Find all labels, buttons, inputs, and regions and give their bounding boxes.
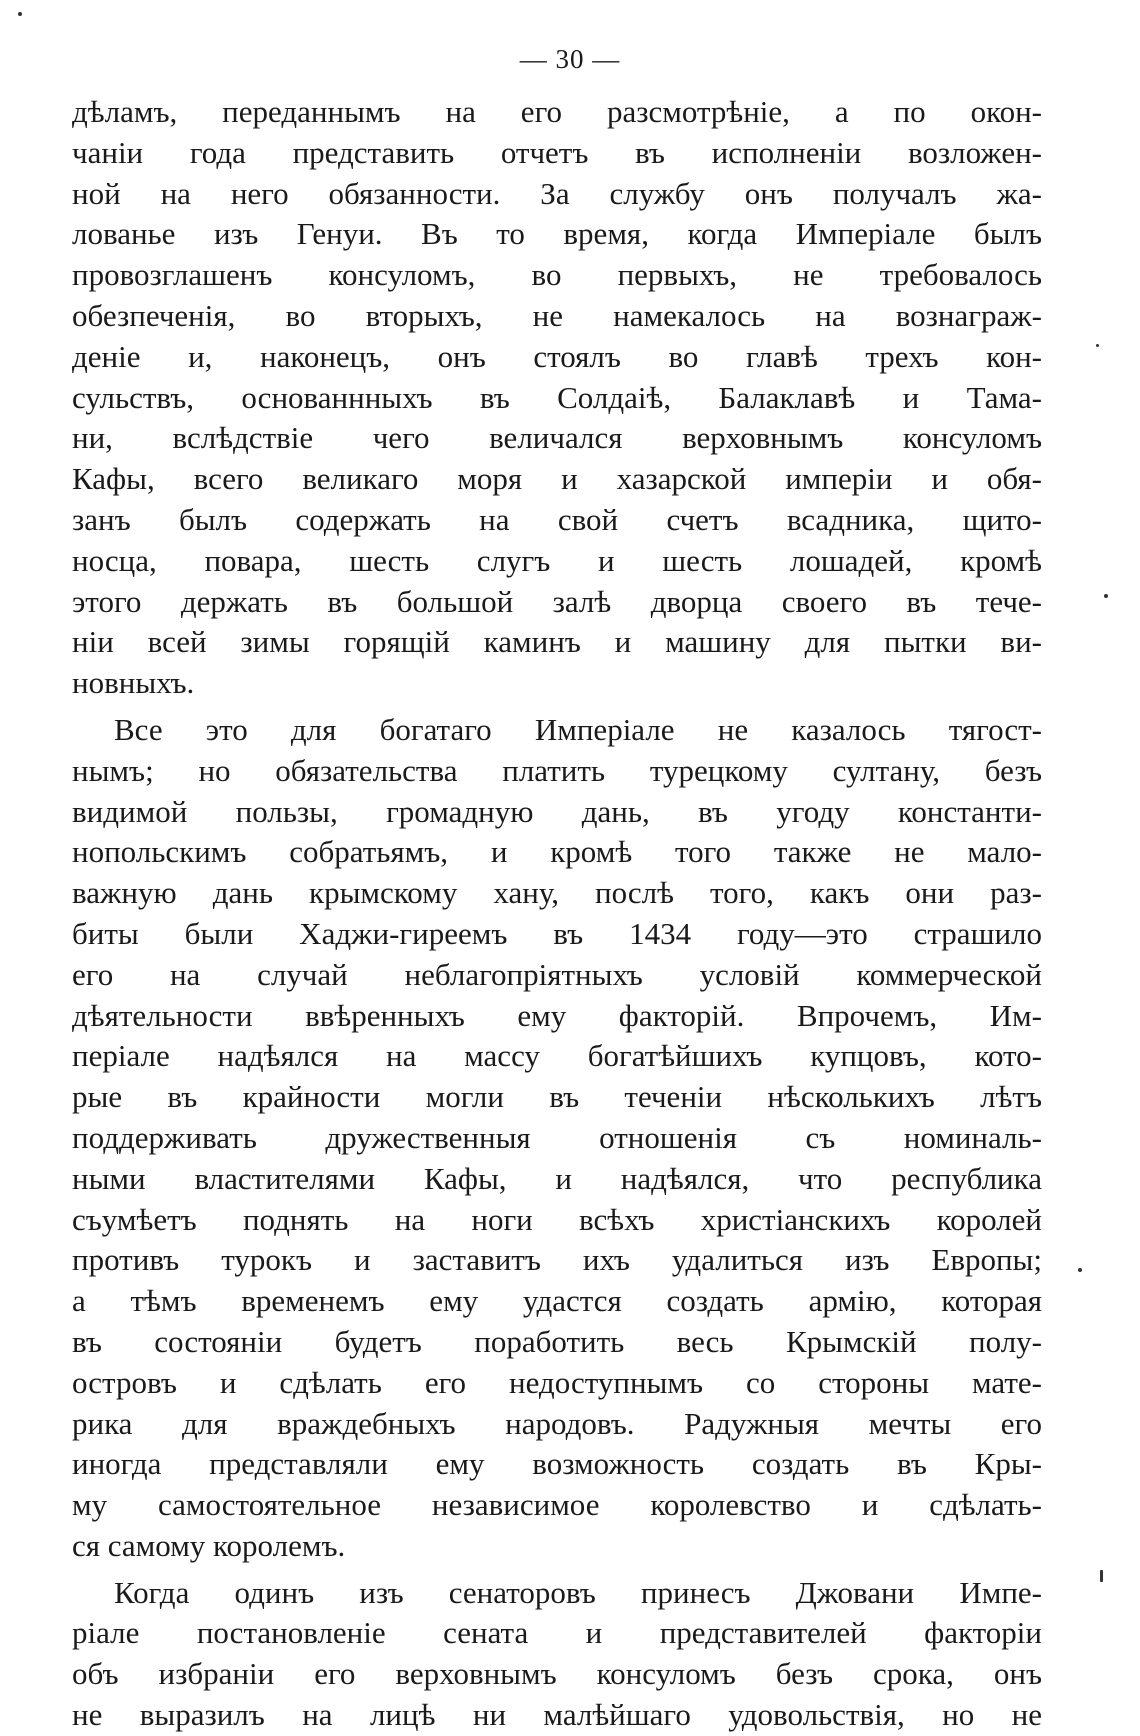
text-line: дѣламъ, переданнымъ на его разсмотрѣніе, а по окон-: [72, 94, 1042, 129]
text-line: сульствъ, основаннныхъ въ Солдаіѣ, Балаклавѣ и Тама-: [72, 379, 1042, 415]
text-line: видимой пользы, громадную дань, въ угоду константи-: [72, 793, 1042, 829]
text-line: занъ былъ содержать на свой счетъ всадника, щито-: [72, 501, 1042, 537]
text-line: ни, вслѣдствіе чего величался верховнымъ консуломъ: [72, 420, 1042, 456]
text-line: важную дань крымскому хану, послѣ того, какъ они раз-: [72, 875, 1042, 911]
text-line: Кафы, всего великаго моря и хазарской имперіи и обя-: [72, 461, 1042, 497]
text-line: чаніи года представить отчетъ въ исполненіи возложен-: [72, 134, 1042, 170]
text-line: противъ турокъ и заставитъ ихъ удалиться изъ Европы;: [72, 1242, 1042, 1278]
text-line: ся самому королемъ.: [72, 1527, 346, 1563]
text-line: его на случай неблагопріятныхъ условій коммерческой: [72, 956, 1042, 992]
text-line: съумѣетъ поднять на ноги всѣхъ христіанскихъ королей: [72, 1201, 1042, 1237]
paragraph-3: [72, 1573, 1042, 1736]
text-line: островъ и сдѣлать его недоступнымъ со стороны мате-: [72, 1364, 1042, 1400]
scan-speck: [1104, 594, 1108, 598]
paragraph-2: [72, 710, 1042, 1567]
text-line: нопольскимъ собратьямъ, и кромѣ того также не мало-: [72, 834, 1042, 870]
text-line: дѣятельности ввѣренныхъ ему факторій. Впрочемъ, Им-: [72, 997, 1042, 1033]
body-text: [72, 92, 1042, 1736]
text-line: ніи всей зимы горящій каминъ и машину для пытки ви-: [72, 624, 1042, 660]
text-line: а тѣмъ временемъ ему удастся создать армію, которая: [72, 1283, 1042, 1319]
scan-speck: [1100, 1570, 1103, 1582]
text-line: му самостоятельное независимое королевство и сдѣлать-: [72, 1487, 1042, 1523]
text-line: деніе и, наконецъ, онъ стоялъ во главѣ трехъ кон-: [72, 338, 1042, 374]
text-line: обезпеченія, во вторыхъ, не намекалось на вознаграж-: [72, 297, 1042, 333]
paragraph-1: [72, 92, 1042, 704]
text-line: лованье изъ Генуи. Въ то время, когда Имперіале былъ: [72, 216, 1042, 252]
text-line: ными властителями Кафы, и надѣялся, что республика: [72, 1160, 1042, 1196]
text-line: рика для враждебныхъ народовъ. Радужныя мечты его: [72, 1405, 1042, 1441]
text-line: этого держать въ большой залѣ дворца своего въ тече-: [72, 583, 1042, 619]
text-line: иногда представляли ему возможность создать въ Кры-: [72, 1446, 1042, 1482]
scan-speck: [1096, 344, 1099, 347]
page-number: — 30 —: [519, 44, 621, 74]
text-line: рые въ крайности могли въ теченіи нѣсколькихъ лѣтъ: [72, 1079, 1042, 1115]
text-line: Все это для богатаго Имперіале не казалось тягост-: [114, 711, 1042, 747]
text-line: провозглашенъ консуломъ, во первыхъ, не требовалось: [72, 257, 1042, 293]
text-line: новныхъ.: [72, 665, 195, 701]
text-line: Когда одинъ изъ сенаторовъ принесъ Джовани Импе-: [114, 1574, 1042, 1610]
text-line: поддерживать дружественныя отношенія съ номиналь-: [72, 1119, 1042, 1155]
text-line: ріале постановленіе сената и представителей факторіи: [72, 1615, 1042, 1651]
text-line: биты были Хаджи-гиреемъ въ 1434 году—это страшило: [72, 915, 1042, 951]
text-line: ной на него обязанности. За службу онъ получалъ жа-: [72, 175, 1042, 211]
scan-speck: [18, 12, 22, 16]
text-line: періале надѣялся на массу богатѣйшихъ купцовъ, кото-: [72, 1038, 1042, 1074]
text-line: нымъ; но обязательства платить турецкому султану, безъ: [72, 752, 1042, 788]
text-line: носца, повара, шесть слугъ и шесть лошадей, кромѣ: [72, 542, 1042, 578]
text-line: не выразилъ на лицѣ ни малѣйшаго удовольствія, но не: [72, 1697, 1042, 1733]
scan-speck: [1078, 1268, 1082, 1272]
text-line: въ состояніи будетъ поработить весь Крымскій полу-: [72, 1323, 1042, 1359]
text-line: объ избраніи его верховнымъ консуломъ безъ срока, онъ: [72, 1656, 1042, 1692]
